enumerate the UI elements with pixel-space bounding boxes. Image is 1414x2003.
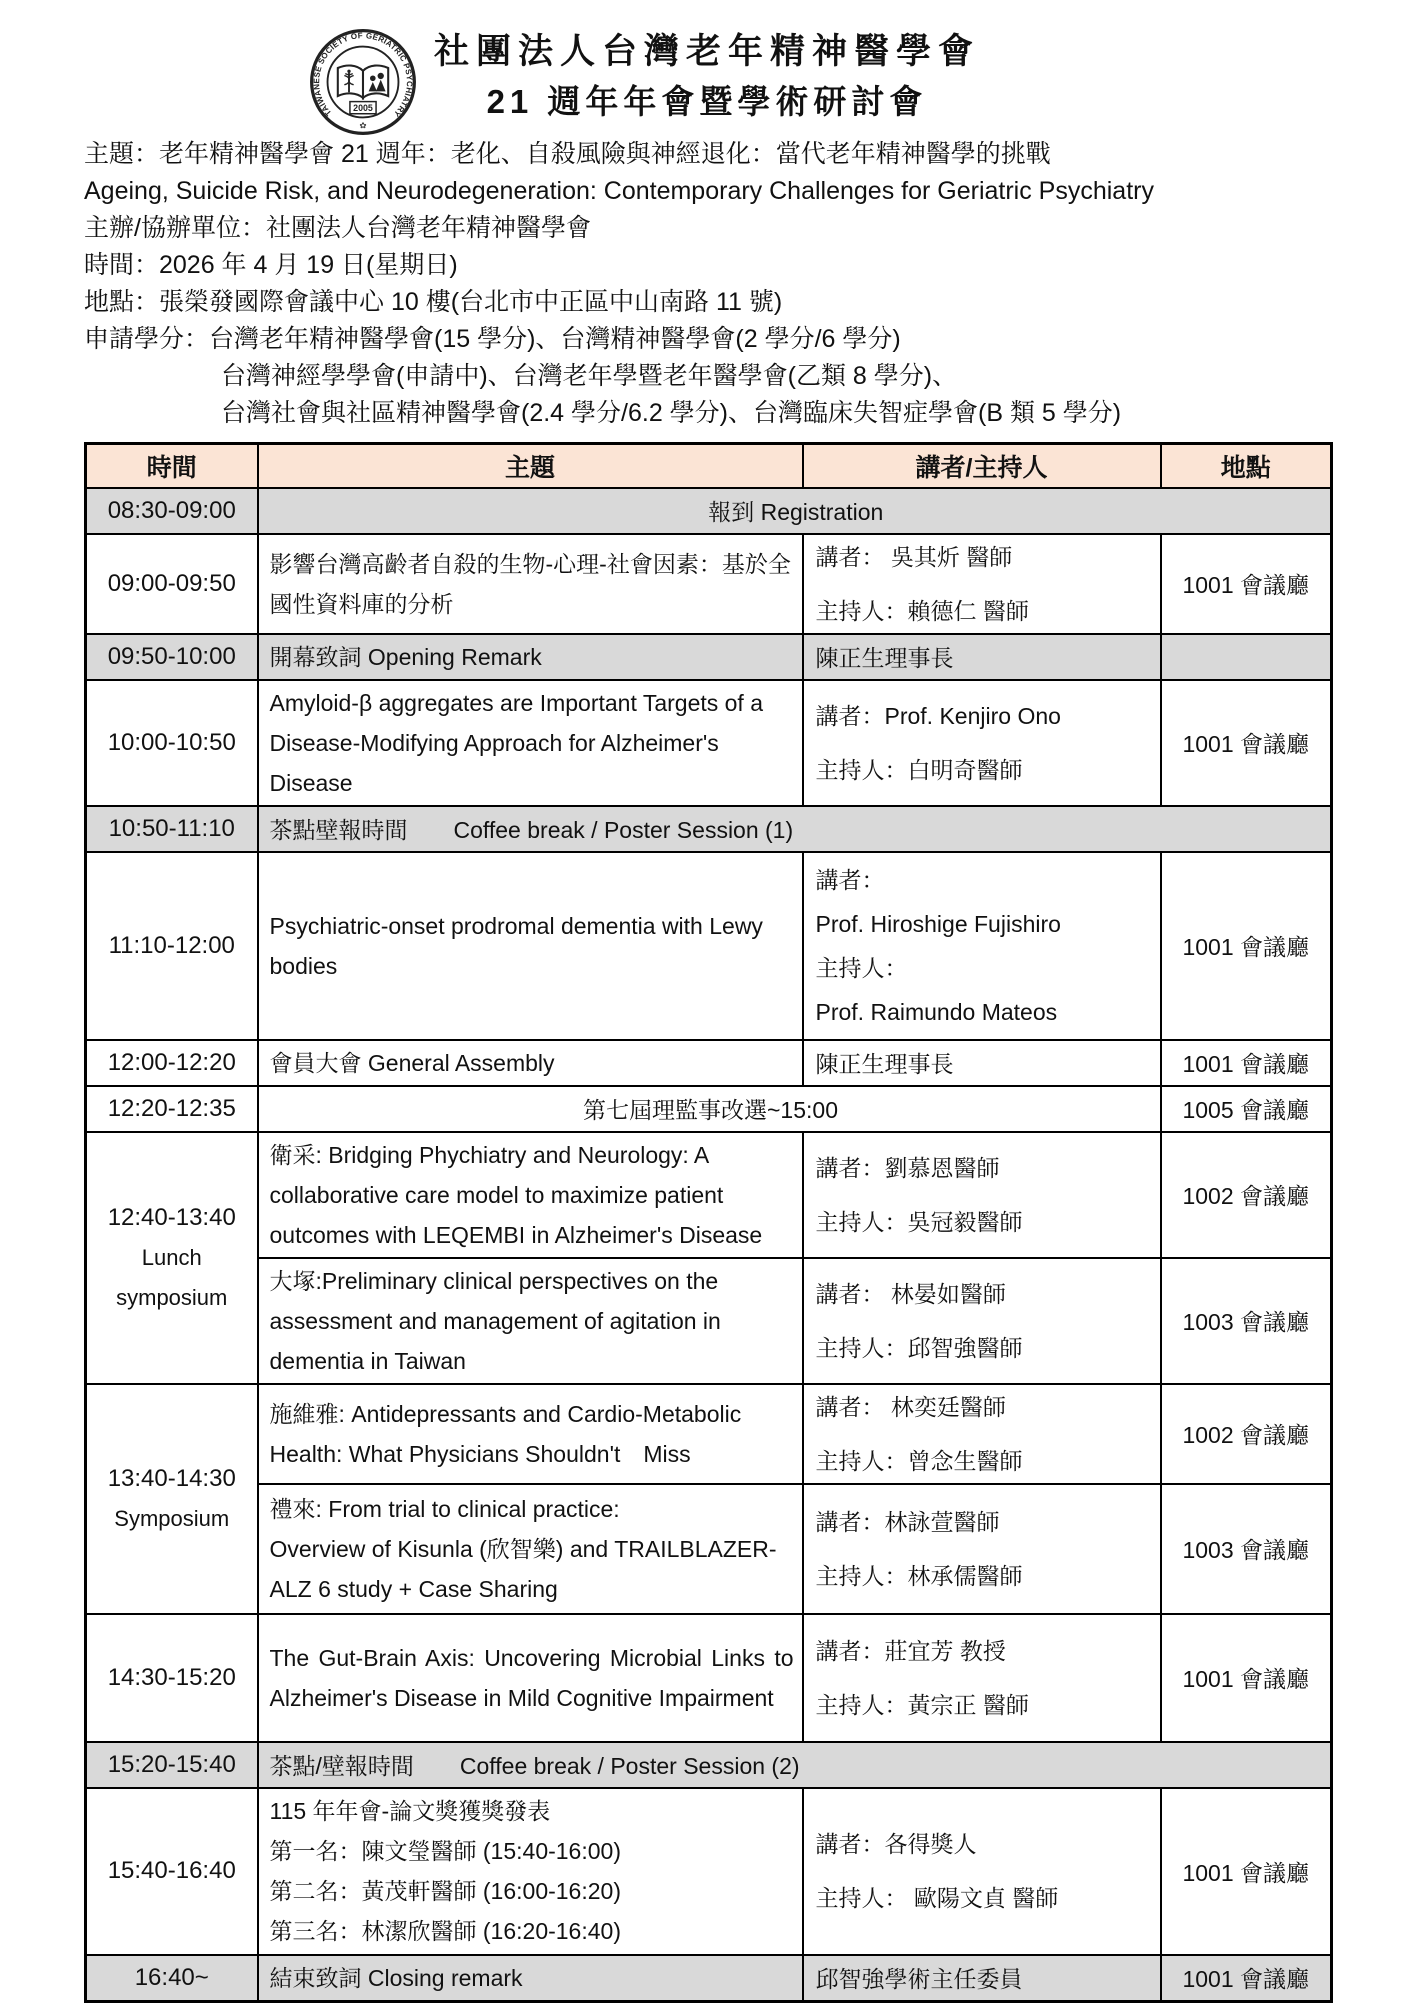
cell-registration: 報到 Registration — [258, 488, 1332, 534]
cell-time: 12:20-12:35 — [86, 1086, 258, 1132]
cell-location: 1005 會議廳 — [1161, 1086, 1332, 1132]
cell-speaker — [803, 852, 1161, 1040]
cell-topic: 衛采: Bridging Phychiatry and Neurology: A collaborative care model to maximize patient outcomes with LEQEMBI in Alzheimer's Disease — [258, 1132, 803, 1258]
cell-location: 1003 會議廳 — [1161, 1258, 1332, 1384]
moderator-line: 主持人：賴德仁 醫師 — [815, 597, 1029, 624]
flower-glyph — [360, 122, 366, 128]
cell-location: 1001 會議廳 — [1161, 680, 1332, 806]
row-lewy-talk — [86, 852, 1332, 1040]
title-block — [84, 26, 1330, 126]
session-label: Symposium — [114, 1505, 230, 1531]
time-range: 13:40-14:30 — [107, 1464, 236, 1492]
cell-topic: Amyloid-β aggregates are Important Targets of a Disease-Modifying Approach for Alzheimer's Disease — [258, 680, 803, 806]
moderator-line: 主持人：林承儒醫師 — [815, 1562, 1023, 1589]
cell-topic: 影響台灣高齡者自殺的生物-心理-社會因素：基於全國性資料庫的分析 — [258, 534, 803, 634]
society-seal-logo — [300, 26, 426, 138]
cell-topic: Psychiatric-onset prodromal dementia with Lewy bodies — [258, 852, 803, 1040]
info-credits-3: 台灣社會與社區精神醫學會(2.4 學分/6.2 學分)、台灣臨床失智症學會(B 類 5 學分) — [221, 399, 1122, 427]
topic-line: 禮來: From trial to clinical practice: — [269, 1495, 620, 1522]
speaker-line: 講者：Prof. Kenjiro Ono — [815, 702, 1061, 729]
event-info — [84, 136, 1330, 432]
session-label: symposium — [116, 1284, 228, 1310]
cell-speaker — [803, 680, 1161, 806]
cell-speaker: 邱智強學術主任委員 — [803, 1955, 1161, 2002]
topic-line: 第三名：林潔欣醫師 (16:20-16:40) — [269, 1918, 621, 1944]
masthead — [84, 26, 1330, 128]
info-credits-1: 申請學分：台灣老年精神醫學會(15 學分)、台灣精神醫學會(2 學分/6 學分) — [84, 325, 901, 353]
organization-title: 社團法人台灣老年精神醫學會 — [433, 32, 980, 71]
cell-location: 1002 會議廳 — [1161, 1132, 1332, 1258]
cell-time: 15:40-16:40 — [86, 1788, 258, 1955]
cell-break-2: 茶點/壁報時間 Coffee break / Poster Session (2) — [258, 1742, 1332, 1788]
cell-speaker — [803, 1614, 1161, 1742]
cell-speaker — [803, 1384, 1161, 1484]
cell-break-1: 茶點壁報時間 Coffee break / Poster Session (1) — [258, 806, 1332, 852]
moderator-line: 主持人：邱智強醫師 — [815, 1334, 1023, 1361]
speaker-line: 講者：林詠萱醫師 — [815, 1508, 1000, 1535]
row-lunch-symposium-b — [86, 1258, 1332, 1384]
cell-time: 12:00-12:20 — [86, 1040, 258, 1086]
cell-time: 10:50-11:10 — [86, 806, 258, 852]
info-theme-en: Ageing, Suicide Risk, and Neurodegeneration: Contemporary Challenges for Geriatric Psychiatry — [84, 177, 1154, 205]
row-registration — [86, 488, 1332, 534]
moderator-name: Prof. Raimundo Mateos — [815, 998, 1058, 1025]
topic-line: 第一名：陳文瑩醫師 (15:40-16:00) — [269, 1838, 621, 1864]
row-closing-remark — [86, 1955, 1332, 2002]
row-suicide-talk — [86, 534, 1332, 634]
moderator-line: 主持人： 歐陽文貞 醫師 — [815, 1885, 1059, 1911]
row-amyloid-talk — [86, 680, 1332, 806]
row-opening-remark — [86, 634, 1332, 680]
cell-location: 1002 會議廳 — [1161, 1384, 1332, 1484]
cell-location: 1001 會議廳 — [1161, 1955, 1332, 2002]
info-credits-2: 台灣神經學學會(申請中)、台灣老年學暨老年醫學會(乙類 8 學分)、 — [221, 362, 958, 390]
cell-election: 第七屆理監事改選~15:00 — [258, 1086, 1161, 1132]
seal-year-banner — [350, 102, 376, 114]
cell-topic: 結束致詞 Closing remark — [258, 1955, 803, 2002]
cell-location: 1001 會議廳 — [1161, 1788, 1332, 1955]
speaker-label: 講者： — [815, 866, 885, 893]
speaker-line: 講者： 林奕廷醫師 — [815, 1393, 1006, 1420]
cell-time: 15:20-15:40 — [86, 1742, 258, 1788]
cell-topic: The Gut-Brain Axis: Uncovering Microbial Links to Alzheimer's Disease in Mild Cognitive Impairment — [258, 1614, 803, 1742]
row-paper-awards — [86, 1788, 1332, 1955]
schedule-table — [84, 442, 1333, 2003]
cell-speaker — [803, 1788, 1161, 1955]
cell-topic: 大塚:Preliminary clinical perspectives on the assessment and management of agitation in dementia in Taiwan — [258, 1258, 803, 1384]
row-coffee-break-2 — [86, 1742, 1332, 1788]
row-symposium-a — [86, 1384, 1332, 1484]
cell-location: 1003 會議廳 — [1161, 1484, 1332, 1614]
cell-topic: 會員大會 General Assembly — [258, 1040, 803, 1086]
cell-time: 09:50-10:00 — [86, 634, 258, 680]
col-header-topic: 主題 — [258, 444, 803, 488]
cell-time-lunch-symposium — [86, 1132, 258, 1384]
seal-ring-text: TAIWANESE SOCIETY OF GERIATRIC PSYCHIATRY — [312, 31, 414, 119]
speaker-name: Prof. Hiroshige Fujishiro — [815, 910, 1061, 937]
info-theme-cn: 主題：老年精神醫學會 21 週年：老化、自殺風險與神經退化：當代老年精神醫學的挑戰 — [84, 140, 1051, 168]
speaker-line: 講者： 林晏如醫師 — [815, 1280, 1006, 1307]
topic-line: 115 年年會-論文獎獲獎發表 — [269, 1798, 551, 1824]
cell-topic — [258, 1788, 803, 1955]
cell-topic — [258, 1484, 803, 1614]
cell-time: 11:10-12:00 — [86, 852, 258, 1040]
cell-time-symposium — [86, 1384, 258, 1614]
cell-topic: 開幕致詞 Opening Remark — [258, 634, 803, 680]
cell-time: 14:30-15:20 — [86, 1614, 258, 1742]
speaker-line: 講者：劉慕恩醫師 — [815, 1154, 1000, 1181]
topic-line: 第二名：黃茂軒醫師 (16:00-16:20) — [269, 1878, 621, 1904]
cell-topic: 施維雅: Antidepressants and Cardio-Metabolic Health: What Physicians Shouldn't Miss — [258, 1384, 803, 1484]
row-general-assembly — [86, 1040, 1332, 1086]
cell-location: 1001 會議廳 — [1161, 1040, 1332, 1086]
moderator-line: 主持人：吳冠毅醫師 — [815, 1208, 1023, 1235]
row-symposium-b — [86, 1484, 1332, 1614]
cell-speaker — [803, 534, 1161, 634]
col-header-speaker: 講者/主持人 — [803, 444, 1161, 488]
topic-line: Overview of Kisunla (欣智樂) and TRAILBLAZER-ALZ 6 study + Case Sharing — [269, 1535, 777, 1602]
cell-time: 08:30-09:00 — [86, 488, 258, 534]
speaker-line: 講者：莊宜芳 教授 — [815, 1637, 1006, 1664]
table-header-row — [86, 444, 1332, 488]
cell-speaker — [803, 1484, 1161, 1614]
row-board-election — [86, 1086, 1332, 1132]
moderator-line: 主持人：白明奇醫師 — [815, 756, 1023, 783]
info-datetime: 時間：2026 年 4 月 19 日(星期日) — [84, 251, 458, 279]
col-header-time: 時間 — [86, 444, 258, 488]
speaker-line: 講者：各得獎人 — [815, 1831, 977, 1857]
svg-text:2005: 2005 — [353, 102, 373, 113]
cell-speaker — [803, 1132, 1161, 1258]
col-header-location: 地點 — [1161, 444, 1332, 488]
moderator-label: 主持人： — [815, 954, 908, 981]
cell-location: 1001 會議廳 — [1161, 534, 1332, 634]
cell-location — [1161, 634, 1332, 680]
speaker-line: 講者： 吳其炘 醫師 — [815, 543, 1013, 570]
cell-location: 1001 會議廳 — [1161, 852, 1332, 1040]
cell-time: 09:00-09:50 — [86, 534, 258, 634]
cell-location: 1001 會議廳 — [1161, 1614, 1332, 1742]
row-gut-brain-talk — [86, 1614, 1332, 1742]
cell-time: 10:00-10:50 — [86, 680, 258, 806]
moderator-line: 主持人：曾念生醫師 — [815, 1447, 1023, 1474]
row-coffee-break-1 — [86, 806, 1332, 852]
event-title: 21 週年年會暨學術研討會 — [486, 83, 928, 120]
cell-time: 16:40~ — [86, 1955, 258, 2002]
cell-speaker: 陳正生理事長 — [803, 1040, 1161, 1086]
row-lunch-symposium-a — [86, 1132, 1332, 1258]
moderator-line: 主持人：黃宗正 醫師 — [815, 1691, 1029, 1718]
session-label: Lunch — [141, 1244, 202, 1270]
time-range: 12:40-13:40 — [107, 1203, 236, 1231]
cell-speaker — [803, 1258, 1161, 1384]
info-venue: 地點：張榮發國際會議中心 10 樓(台北市中正區中山南路 11 號) — [84, 288, 783, 316]
info-organizer: 主辦/協辦單位：社團法人台灣老年精神醫學會 — [84, 214, 591, 242]
cell-speaker: 陳正生理事長 — [803, 634, 1161, 680]
